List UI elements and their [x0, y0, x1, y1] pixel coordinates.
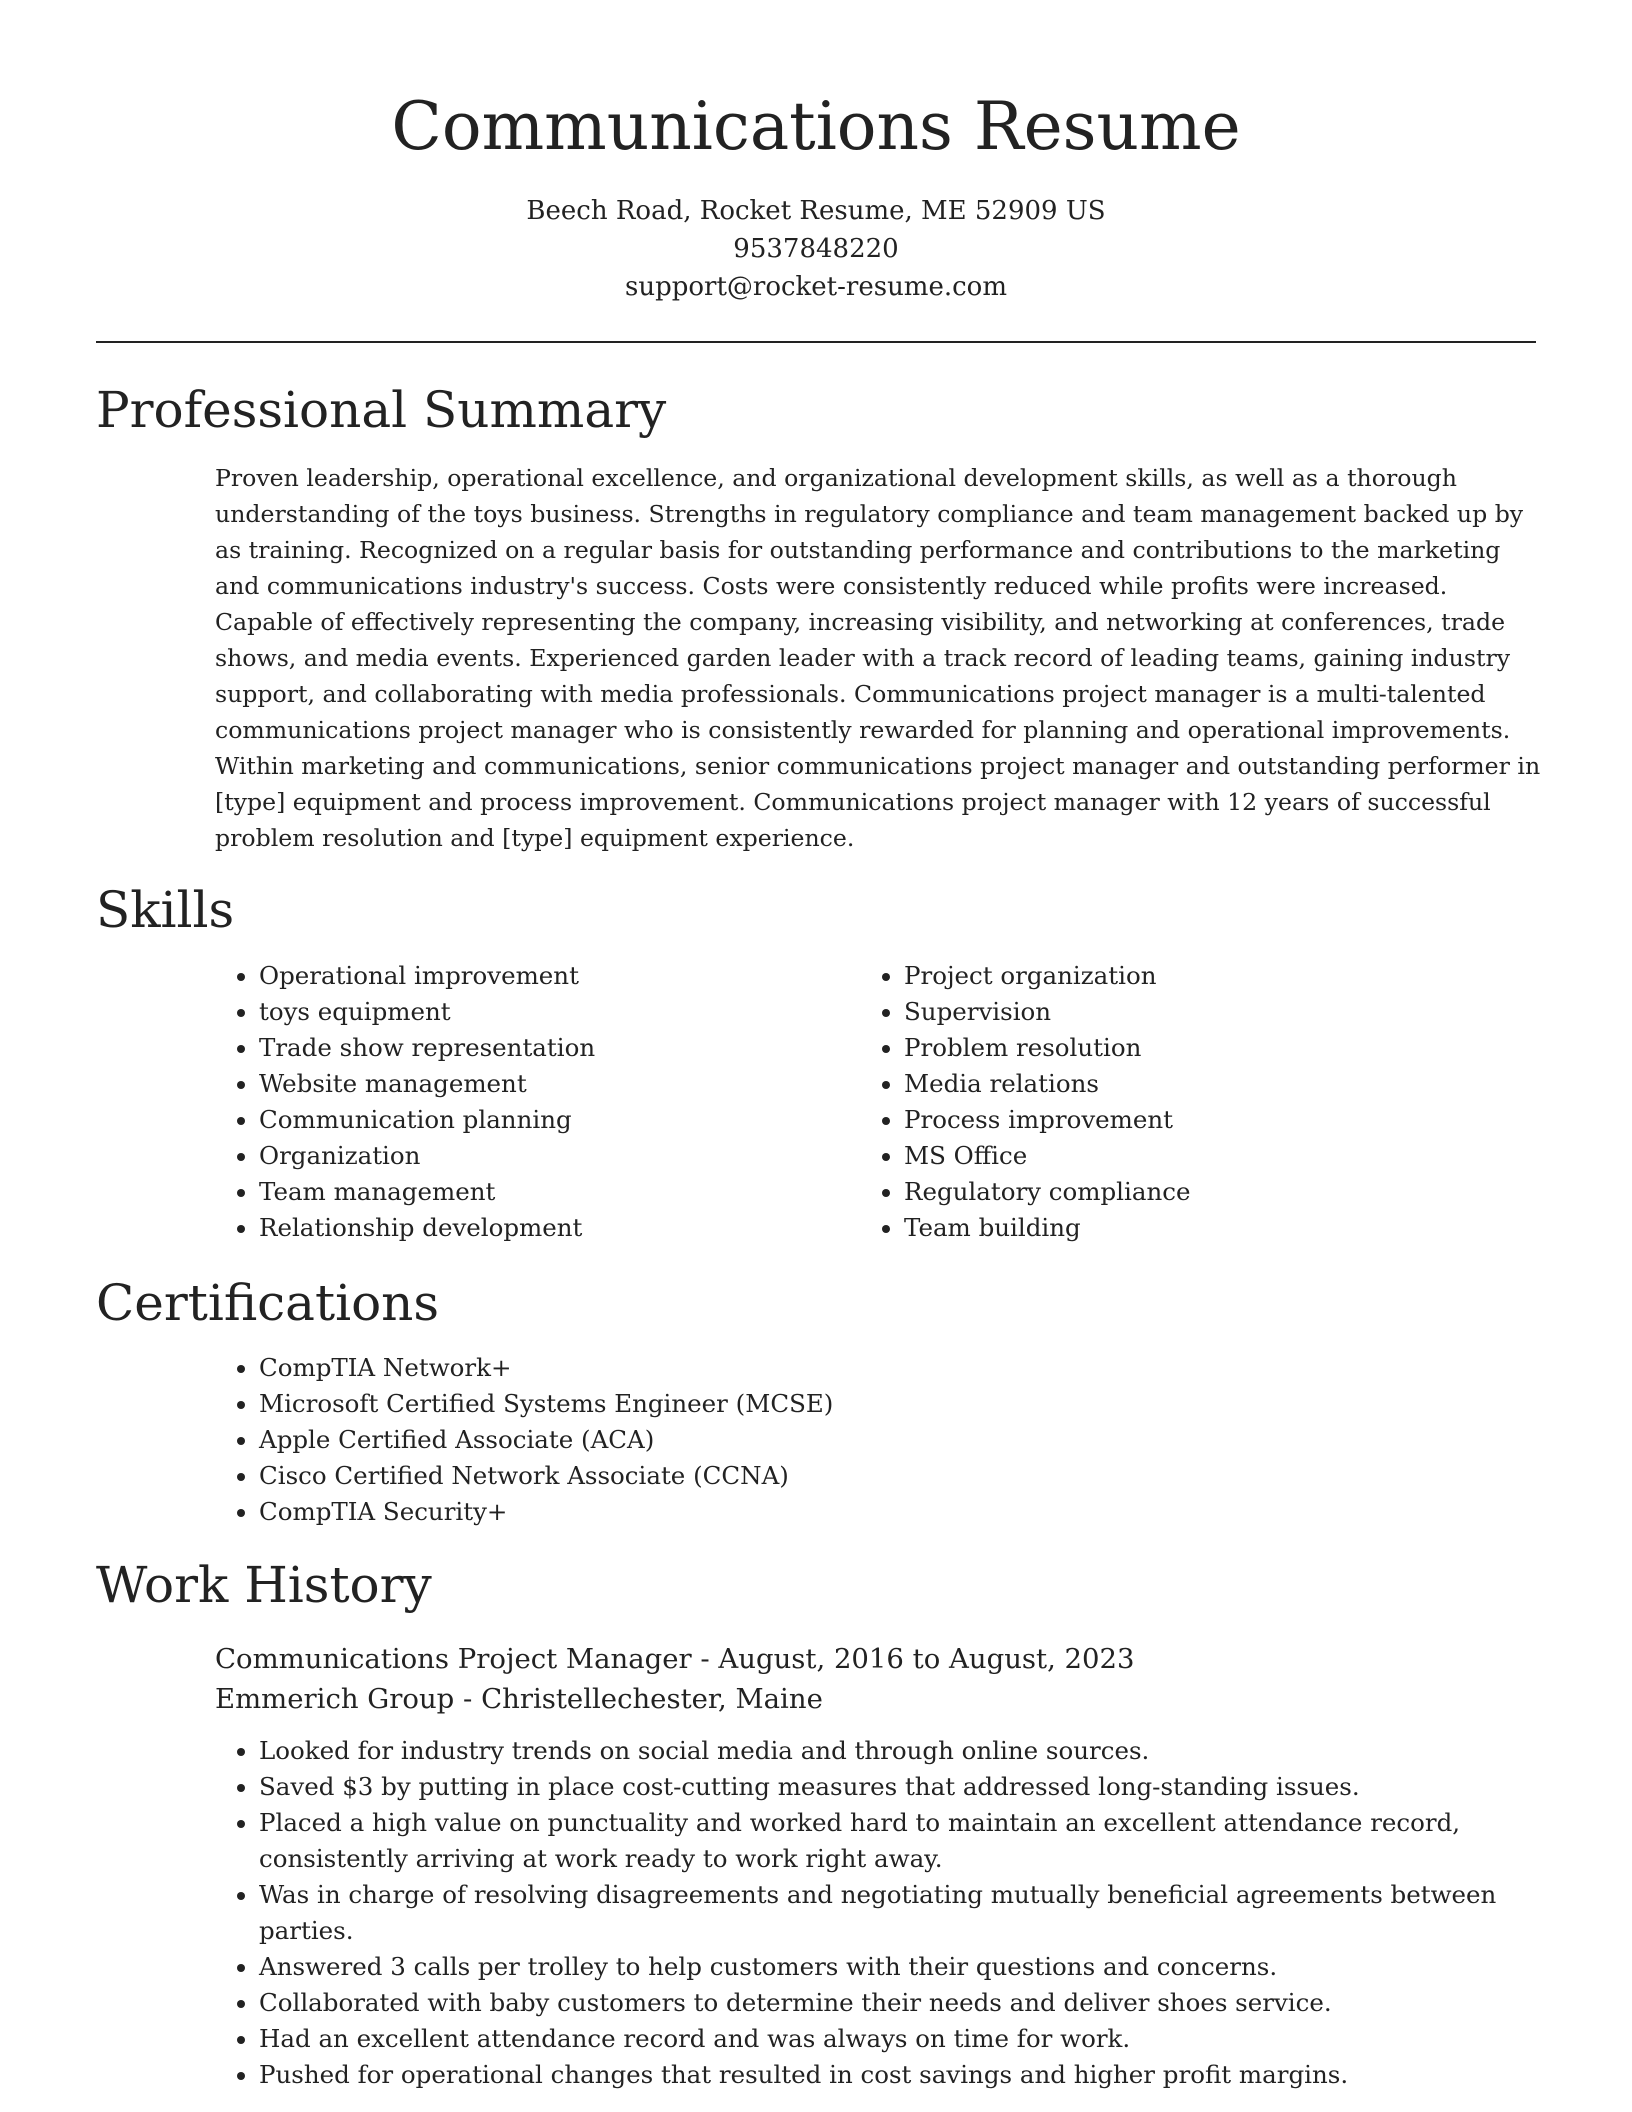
job-dates: August, 2016 to August, 2023	[718, 1643, 1135, 1675]
duty-item: • Looked for industry trends on social media and through online sources.	[259, 1733, 1545, 1769]
job-position: Communications Project Manager	[215, 1643, 692, 1675]
certification-item: • Apple Certified Associate (ACA)	[259, 1422, 1315, 1458]
duty-item: • Had an excellent attendance record and was always on time for work.	[259, 2021, 1545, 2057]
skill-item: • toys equipment	[259, 994, 835, 1030]
certification-item: • Microsoft Certified Systems Engineer (MCSE)	[259, 1386, 1315, 1422]
certification-item: • CompTIA Security+	[259, 1494, 1315, 1530]
certification-item: • Cisco Certified Network Associate (CCNA)	[259, 1458, 1315, 1494]
summary-heading: Professional Summary	[96, 381, 667, 439]
duty-item: • Placed a high value on punctuality and worked hard to maintain an excellent attendance record, consistently arriving at work ready to work right away.	[259, 1805, 1545, 1877]
duty-item: • Answered 3 calls per trolley to help customers with their questions and concerns.	[259, 1949, 1545, 1985]
resume-title: Communications Resume	[391, 88, 1241, 165]
separator: -	[454, 1683, 482, 1715]
skill-item: • MS Office	[904, 1138, 1480, 1174]
email-address: support@rocket-resume.com	[624, 272, 1007, 302]
job-duties	[215, 1733, 1545, 2093]
duty-item: • Saved $3 by putting in place cost-cutting measures that addressed long-standing issues.	[259, 1769, 1545, 1805]
phone-number: 9537848220	[733, 234, 899, 264]
job-location: Christellechester, Maine	[481, 1683, 823, 1715]
skill-item: • Team management	[259, 1174, 835, 1210]
skill-item: • Problem resolution	[904, 1030, 1480, 1066]
skill-item: • Project organization	[904, 958, 1480, 994]
skills-column-right	[860, 958, 1480, 1246]
job-title-line	[215, 1639, 1545, 1679]
certification-item: • CompTIA Network+	[259, 1350, 1315, 1386]
skills-column-left	[215, 958, 835, 1246]
separator: -	[691, 1643, 719, 1675]
duty-item: • Was in charge of resolving disagreements and negotiating mutually beneficial agreements between parties.	[259, 1877, 1545, 1949]
skill-item: • Supervision	[904, 994, 1480, 1030]
skills-heading: Skills	[96, 881, 235, 939]
header-divider	[96, 341, 1536, 343]
skill-item: • Operational improvement	[259, 958, 835, 994]
skill-item: • Team building	[904, 1210, 1480, 1246]
skill-item: • Process improvement	[904, 1102, 1480, 1138]
duty-item: • Collaborated with baby customers to determine their needs and deliver shoes service.	[259, 1985, 1545, 2021]
certifications-list	[215, 1350, 1315, 1530]
work-history-heading: Work History	[96, 1556, 432, 1614]
skill-item: • Relationship development	[259, 1210, 835, 1246]
contact-info	[0, 192, 1632, 306]
skill-item: • Regulatory compliance	[904, 1174, 1480, 1210]
job-company: Emmerich Group	[215, 1683, 455, 1715]
job-entry	[215, 1639, 1545, 2093]
address: Beech Road, Rocket Resume, ME 52909 US	[526, 196, 1106, 226]
duty-item: • Pushed for operational changes that resulted in cost savings and higher profit margins.	[259, 2057, 1545, 2093]
skill-item: • Trade show representation	[259, 1030, 835, 1066]
resume-header	[0, 0, 1632, 306]
skill-item: • Website management	[259, 1066, 835, 1102]
skill-item: • Communication planning	[259, 1102, 835, 1138]
skill-item: • Organization	[259, 1138, 835, 1174]
summary-text: Proven leadership, operational excellence, and organizational development skills, as well as a thorough understanding of the toys business. Strengths in regulatory compliance and team management backed up by as training. Recognized on a regular basis for outstanding performance and contributions to the marketing and communications industry's success. Costs were consistently reduced while profits were increased. Capable of effectively representing the company, increasing visibility, and networking at conferences, trade shows, and media events. Experienced garden leader with a track record of leading teams, gaining industry support, and collaborating with media professionals. Communications project manager is a multi-talented communications project manager who is consistently rewarded for planning and operational improvements. Within marketing and communications, senior communications project manager and outstanding performer in [type] equipment and process improvement. Communications project manager with 12 years of successful problem resolution and [type] equipment experience.	[215, 464, 1541, 852]
skill-item: • Media relations	[904, 1066, 1480, 1102]
job-company-line	[215, 1679, 1545, 1719]
certifications-heading: Certifications	[96, 1274, 440, 1332]
